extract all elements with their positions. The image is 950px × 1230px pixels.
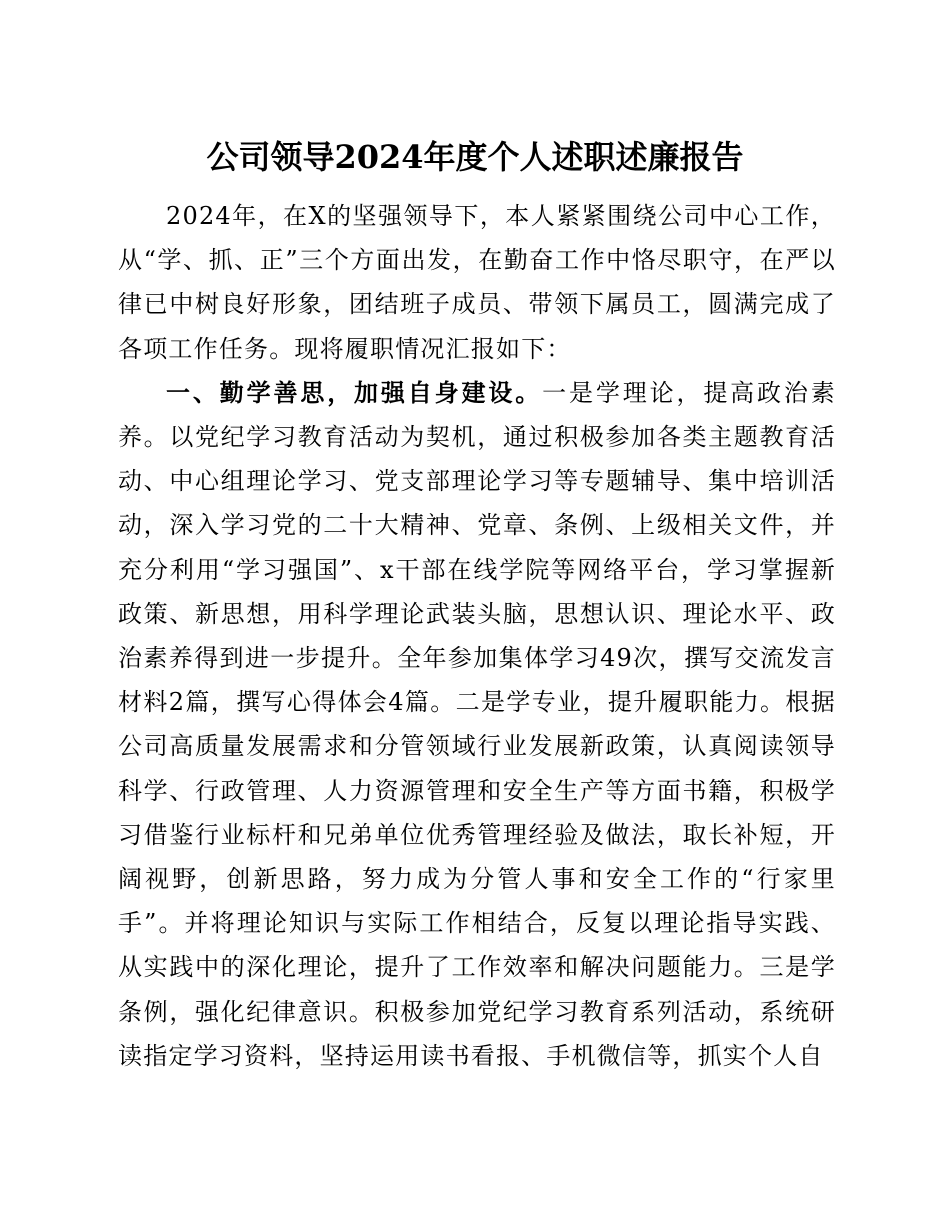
section-1-heading: 一、勤学善思，加强自身建设。 [166, 378, 543, 407]
section-1-text: 一是学理论，提高政治素养。以党纪学习教育活动为契机，通过积极参加各类主题教育活动、中心组理论学习、党支部理论学习等专题辅导、集中培训活动，深入学习党的二十大精神、党章、条例、上级相关文件，并充分利用“学习强国”、x干部在线学院等网络平台，学习掌握新政策、新思想，用科学理论武装头脑，思想认识、理论水平、政治素养得到进一步提升。全年参加集体学习49次，撰写交流发言材料2篇，撰写心得体会4篇。二是学专业，提升履职能力。根据公司高质量发展需求和分管领域行业发展新政策，认真阅读领导科学、行政管理、人力资源管理和安全生产等方面书籍，积极学习借鉴行业标杆和兄弟单位优秀管理经验及做法，取长补短，开阔视野，创新思路，努力成为分管人事和安全工作的“行家里手”。并将理论知识与实际工作相结合，反复以理论指导实践、从实践中的深化理论，提升了工作效率和解决问题能力。三是学条例，强化纪律意识。积极参加党纪学习教育系列活动，系统研读指定学习资料，坚持运用读书看报、手机微信等，抓实个人自 [118, 378, 836, 1070]
intro-paragraph: 2024年，在X的坚强领导下，本人紧紧围绕公司中心工作，从“学、抓、正”三个方面出发，在勤奋工作中恪尽职守，在严以律已中树良好形象，团结班子成员、带领下属员工，圆满完成了各项工作任务。现将履职情况汇报如下： [118, 202, 836, 363]
section-1-paragraph [118, 371, 836, 1078]
document-title: 公司领导2024年度个人述职述廉报告 [206, 138, 744, 176]
document-body [118, 194, 836, 1078]
